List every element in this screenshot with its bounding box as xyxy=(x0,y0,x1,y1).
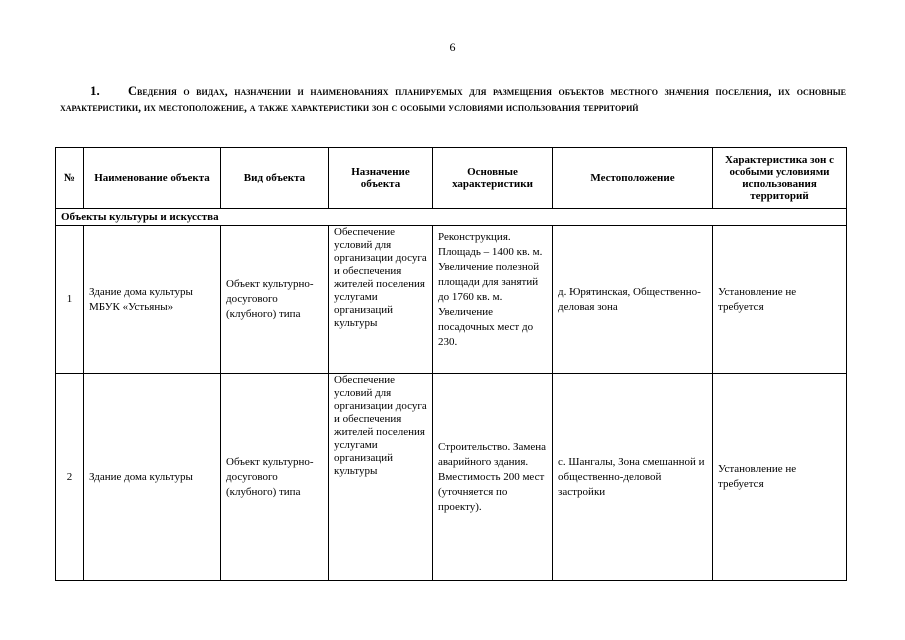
header-purpose: Назначение объекта xyxy=(329,148,433,209)
cell-zones: Установление не требуется xyxy=(713,226,847,374)
section-heading xyxy=(60,83,846,116)
header-characteristics: Основные характеристики xyxy=(433,148,553,209)
table-row xyxy=(56,374,847,581)
cell-name: Здание дома культуры xyxy=(84,374,221,581)
cell-num: 1 xyxy=(56,226,84,374)
header-zones: Характеристика зон с особыми условиями использования территорий xyxy=(713,148,847,209)
cell-name: Здание дома культуры МБУК «Устьяны» xyxy=(84,226,221,374)
header-num: № xyxy=(56,148,84,209)
cell-characteristics: Строительство. Замена аварийного здания. Вместимость 200 мест (уточняется по проекту). xyxy=(433,374,553,581)
page-number: 6 xyxy=(449,40,456,54)
table-row xyxy=(56,226,847,374)
heading-text: ведения о видах, назначении и наименованиях планируемых для размещения объектов местного значения поселения, их основные характеристики, их местоположение, а также характеристики зон с особыми условиями использования территорий xyxy=(60,86,846,114)
cell-location: д. Юрятинская, Общественно-деловая зона xyxy=(553,226,713,374)
cell-purpose: Обеспечение условий для организации досуга и обеспечения жителей поселения услугами организаций культуры xyxy=(329,374,433,581)
header-name: Наименование объекта xyxy=(84,148,221,209)
cell-characteristics: Реконструкция. Площадь – 1400 кв. м. Увеличение полезной площади для занятий до 1760 кв. м. Увеличение посадочных мест до 230. xyxy=(433,226,553,374)
cell-kind: Объект культурно-досугового (клубного) типа xyxy=(221,226,329,374)
cell-num: 2 xyxy=(56,374,84,581)
section-row xyxy=(56,209,847,226)
cell-purpose: Обеспечение условий для организации досуга и обеспечения жителей поселения услугами организаций культуры xyxy=(329,226,433,374)
cell-location: с. Шангалы, Зона смешанной и общественно-деловой застройки xyxy=(553,374,713,581)
heading-lead-letter: С xyxy=(128,84,138,98)
objects-table xyxy=(55,147,847,581)
header-kind: Вид объекта xyxy=(221,148,329,209)
header-location: Местоположение xyxy=(553,148,713,209)
cell-zones: Установление не требуется xyxy=(713,374,847,581)
table-header-row xyxy=(56,148,847,209)
heading-number: 1. xyxy=(90,83,100,98)
section-title: Объекты культуры и искусства xyxy=(56,209,847,226)
cell-kind: Объект культурно-досугового (клубного) типа xyxy=(221,374,329,581)
